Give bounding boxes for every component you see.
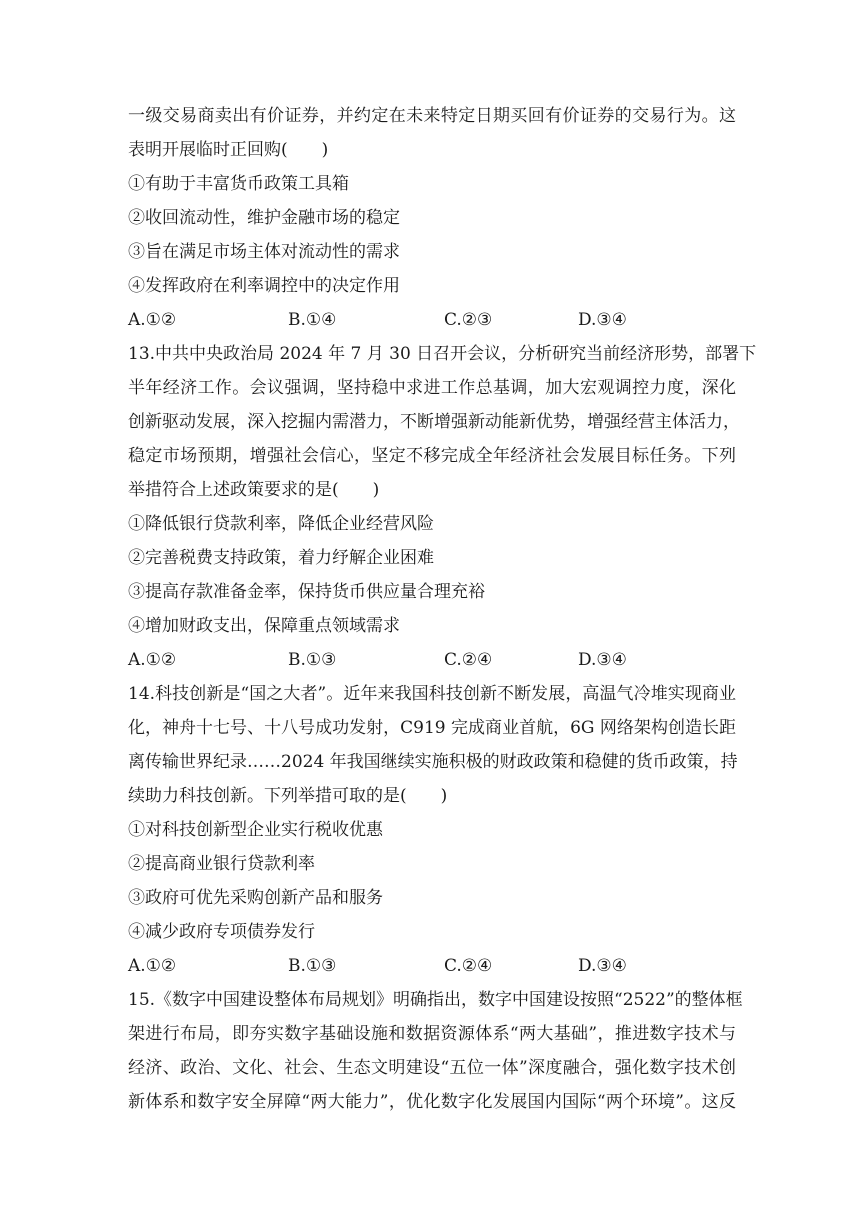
q13-statement-3: ③提高存款准备金率，保持货币供应量合理充裕 [128, 582, 485, 602]
q14-statement-2: ②提高商业银行贷款利率 [128, 854, 315, 874]
q12-statement-1: ①有助于丰富货币政策工具箱 [128, 174, 349, 194]
q12-statement-3: ③旨在满足市场主体对流动性的需求 [128, 242, 400, 262]
q13-options [128, 648, 736, 672]
q12-statement-2: ②收回流动性，维护金融市场的稳定 [128, 208, 400, 228]
q13-stem-line-1: 13.中共中央政治局 2024 年 7 月 30 日召开会议，分析研究当前经济形势，部署下 [128, 344, 757, 364]
q12-option-d: D.③④ [578, 310, 627, 330]
q13-statement-2: ②完善税费支持政策，着力纾解企业困难 [128, 548, 434, 568]
q12-stem-line-2: 表明开展临时正回购( ) [128, 140, 329, 160]
q12-options [128, 308, 736, 332]
q13-stem-line-4: 稳定市场预期，增强社会信心，坚定不移完成全年经济社会发展目标任务。下列 [128, 446, 736, 466]
q14-statement-1: ①对科技创新型企业实行税收优惠 [128, 820, 383, 840]
q13-stem-line-3: 创新驱动发展，深入挖掘内需潜力，不断增强新动能新优势，增强经营主体活力， [128, 412, 740, 432]
q13-statement-4: ④增加财政支出，保障重点领域需求 [128, 616, 400, 636]
q14-option-d: D.③④ [578, 956, 627, 976]
q13-option-c: C.②④ [444, 650, 493, 670]
q15-stem-line-4: 新体系和数字安全屏障“两大能力”，优化数字化发展国内国际“两个环境”。这反 [128, 1092, 736, 1112]
q14-option-b: B.①③ [288, 956, 337, 976]
q14-stem-line-4: 续助力科技创新。下列举措可取的是( ) [128, 786, 448, 806]
q14-statement-4: ④减少政府专项债券发行 [128, 922, 315, 942]
q13-statement-1: ①降低银行贷款利率，降低企业经营风险 [128, 514, 434, 534]
q12-option-c: C.②③ [444, 310, 493, 330]
q14-stem-line-3: 离传输世界纪录……2024 年我国继续实施积极的财政政策和稳健的货币政策，持 [128, 752, 738, 772]
q14-option-a: A.①② [128, 956, 177, 976]
q14-option-c: C.②④ [444, 956, 493, 976]
q13-stem-line-5: 举措符合上述政策要求的是( ) [128, 480, 380, 500]
q14-stem-line-2: 化，神舟十七号、十八号成功发射，C919 完成商业首航，6G 网络架构创造长距 [128, 718, 736, 738]
q12-statement-4: ④发挥政府在利率调控中的决定作用 [128, 276, 400, 296]
q15-stem-line-3: 经济、政治、文化、社会、生态文明建设“五位一体”深度融合，强化数字技术创 [128, 1058, 736, 1078]
q12-stem-line-1: 一级交易商卖出有价证券，并约定在未来特定日期买回有价证券的交易行为。这 [128, 106, 736, 126]
q13-option-a: A.①② [128, 650, 177, 670]
q14-options [128, 954, 736, 978]
q12-option-b: B.①④ [288, 310, 337, 330]
q12-option-a: A.①② [128, 310, 177, 330]
q13-option-b: B.①③ [288, 650, 337, 670]
q13-stem-line-2: 半年经济工作。会议强调，坚持稳中求进工作总基调，加大宏观调控力度，深化 [128, 378, 736, 398]
q15-stem-line-2: 架进行布局，即夯实数字基础设施和数据资源体系“两大基础”，推进数字技术与 [128, 1024, 736, 1044]
q15-stem-line-1: 15.《数字中国建设整体布局规划》明确指出，数字中国建设按照“2522”的整体框 [128, 990, 743, 1010]
q14-statement-3: ③政府可优先采购创新产品和服务 [128, 888, 383, 908]
q13-option-d: D.③④ [578, 650, 627, 670]
q14-stem-line-1: 14.科技创新是“国之大者”。近年来我国科技创新不断发展，高温气冷堆实现商业 [128, 684, 736, 704]
